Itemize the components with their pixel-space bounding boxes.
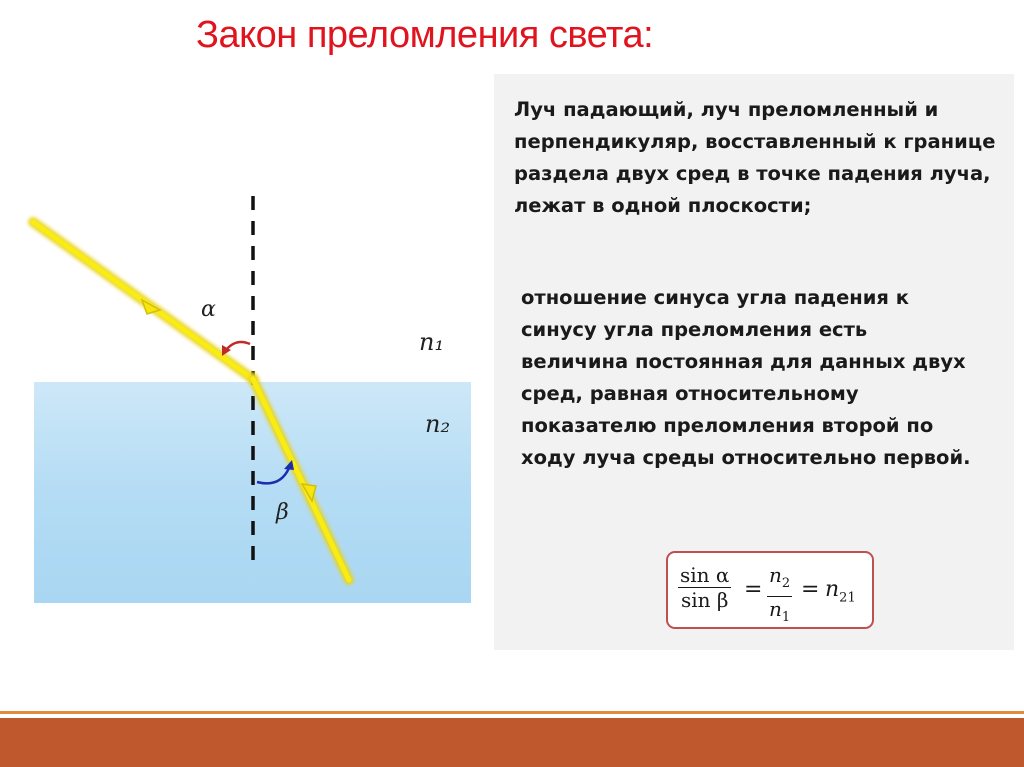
n2-subscript: 2	[781, 576, 791, 591]
footer-bar	[0, 718, 1024, 767]
n1-symbol: n	[769, 597, 782, 621]
sine-beta: sin β	[680, 588, 729, 612]
footer-accent-line	[0, 711, 1024, 714]
n2-symbol: n	[769, 563, 782, 587]
n1-label: n₁	[419, 328, 445, 356]
index-ratio-fraction	[767, 563, 792, 630]
law-statement-2: отношение синуса угла падения к синусу угла преломления есть величина постоянная для данных двух сред, равная относительному показателю преломления второй по ходу луча среды относительно первой.	[521, 286, 971, 469]
medium-2-area	[34, 382, 471, 603]
equals-sign: =	[744, 577, 763, 602]
equals-sign-2: =	[801, 577, 820, 602]
n21-symbol: n	[825, 577, 840, 602]
law-statement-1: Луч падающий, луч преломленный и перпендикуляр, восставленный к границе раздела двух сред в точке падения луча, лежат в одной плоскости;	[514, 98, 996, 217]
relative-index	[825, 577, 856, 605]
sine-alpha: sin α	[680, 563, 730, 587]
beta-label: β	[276, 500, 289, 525]
incident-ray	[33, 222, 253, 379]
slide-title: Закон преломления света:	[196, 14, 654, 56]
n21-subscript: 21	[839, 590, 856, 606]
sine-ratio-fraction	[678, 563, 731, 612]
n2-label: n₂	[425, 410, 451, 438]
alpha-label: α	[201, 297, 216, 322]
n1-subscript: 1	[781, 610, 791, 625]
snell-formula	[666, 551, 874, 629]
